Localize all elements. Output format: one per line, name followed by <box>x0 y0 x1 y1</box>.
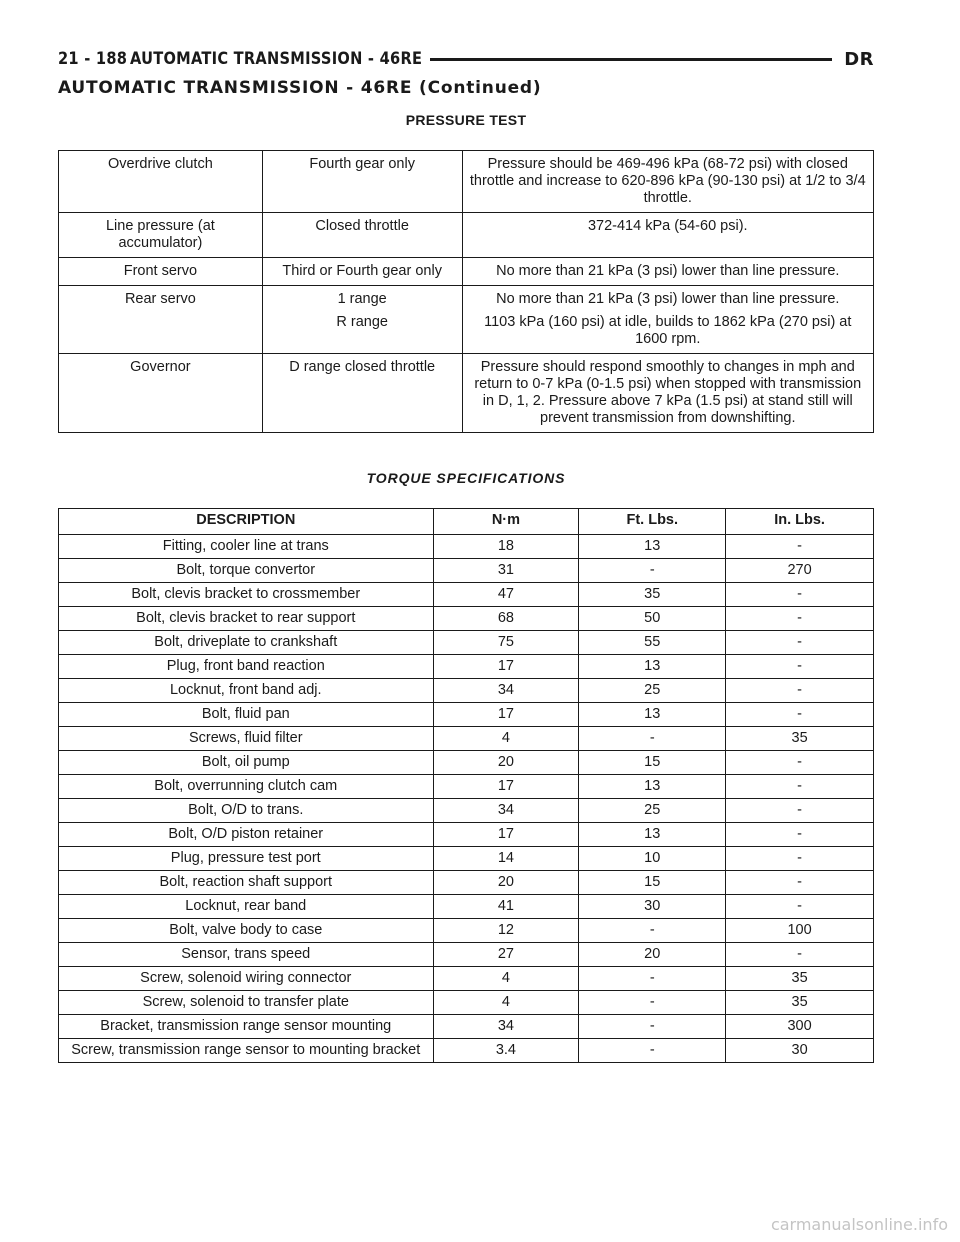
description-cell: Fitting, cooler line at trans <box>59 535 434 559</box>
condition-cell: Fourth gear only <box>262 151 462 213</box>
section-heading: AUTOMATIC TRANSMISSION - 46RE (Continued) <box>58 78 542 98</box>
table-row <box>59 847 874 871</box>
table-header-row <box>59 509 874 535</box>
watermark: carmanualsonline.info <box>770 1215 948 1234</box>
nm-cell: 75 <box>433 631 579 655</box>
description-cell: Bolt, O/D to trans. <box>59 799 434 823</box>
ft-lbs-cell: 50 <box>579 607 726 631</box>
in-lbs-cell: - <box>726 943 874 967</box>
description-cell: Bolt, clevis bracket to crossmember <box>59 583 434 607</box>
table-row <box>59 679 874 703</box>
component-cell: Front servo <box>59 258 263 286</box>
in-lbs-cell: - <box>726 823 874 847</box>
component-cell <box>59 313 263 354</box>
in-lbs-cell: - <box>726 655 874 679</box>
nm-cell: 17 <box>433 655 579 679</box>
nm-cell: 20 <box>433 871 579 895</box>
in-lbs-cell: - <box>726 631 874 655</box>
table-row <box>59 775 874 799</box>
in-lbs-cell: - <box>726 583 874 607</box>
condition-cell: D range closed throttle <box>262 354 462 433</box>
description-cell: Sensor, trans speed <box>59 943 434 967</box>
in-lbs-cell: 300 <box>726 1015 874 1039</box>
table-row <box>59 799 874 823</box>
ft-lbs-cell: - <box>579 1039 726 1063</box>
in-lbs-cell: - <box>726 895 874 919</box>
condition-cell: Third or Fourth gear only <box>262 258 462 286</box>
table-row <box>59 967 874 991</box>
table-row <box>59 655 874 679</box>
in-lbs-cell: - <box>726 703 874 727</box>
condition-cell: R range <box>262 313 462 354</box>
nm-cell: 31 <box>433 559 579 583</box>
nm-cell: 4 <box>433 727 579 751</box>
in-lbs-header: In. Lbs. <box>726 509 874 535</box>
table-row <box>59 313 874 354</box>
in-lbs-cell: 35 <box>726 991 874 1015</box>
table-row <box>59 703 874 727</box>
nm-cell: 4 <box>433 967 579 991</box>
ft-lbs-cell: - <box>579 991 726 1015</box>
description-cell: Screw, solenoid to transfer plate <box>59 991 434 1015</box>
nm-cell: 68 <box>433 607 579 631</box>
nm-cell: 3.4 <box>433 1039 579 1063</box>
ft-lbs-cell: 13 <box>579 535 726 559</box>
torque-specs-table <box>58 508 874 1063</box>
ft-lbs-cell: 15 <box>579 871 726 895</box>
nm-cell: 20 <box>433 751 579 775</box>
ft-lbs-cell: 35 <box>579 583 726 607</box>
ft-lbs-header: Ft. Lbs. <box>579 509 726 535</box>
ft-lbs-cell: 10 <box>579 847 726 871</box>
table-row <box>59 919 874 943</box>
ft-lbs-cell: 13 <box>579 823 726 847</box>
pressure-test-table <box>58 150 874 433</box>
table-row <box>59 991 874 1015</box>
nm-cell: 12 <box>433 919 579 943</box>
description-cell: Bolt, torque convertor <box>59 559 434 583</box>
ft-lbs-cell: 13 <box>579 703 726 727</box>
table-row <box>59 151 874 213</box>
ft-lbs-cell: 15 <box>579 751 726 775</box>
description-cell: Locknut, front band adj. <box>59 679 434 703</box>
description-header: DESCRIPTION <box>59 509 434 535</box>
chapter-title: AUTOMATIC TRANSMISSION - 46RE <box>130 49 423 69</box>
nm-header: N·m <box>433 509 579 535</box>
description-cell: Screw, transmission range sensor to mounting bracket <box>59 1039 434 1063</box>
nm-cell: 34 <box>433 1015 579 1039</box>
condition-cell: 1 range <box>262 286 462 314</box>
description-cell: Bolt, driveplate to crankshaft <box>59 631 434 655</box>
in-lbs-cell: 35 <box>726 727 874 751</box>
page-number: 21 - 188 <box>58 49 128 69</box>
ft-lbs-cell: - <box>579 559 726 583</box>
in-lbs-cell: 30 <box>726 1039 874 1063</box>
nm-cell: 34 <box>433 679 579 703</box>
table-row <box>59 583 874 607</box>
spec-cell: 372-414 kPa (54-60 psi). <box>462 213 873 258</box>
torque-specs-caption: TORQUE SPECIFICATIONS <box>366 470 566 486</box>
nm-cell: 18 <box>433 535 579 559</box>
pressure-test-caption: PRESSURE TEST <box>405 112 527 128</box>
table-row <box>59 943 874 967</box>
table-row <box>59 631 874 655</box>
ft-lbs-cell: 30 <box>579 895 726 919</box>
in-lbs-cell: - <box>726 847 874 871</box>
nm-cell: 41 <box>433 895 579 919</box>
description-cell: Locknut, rear band <box>59 895 434 919</box>
description-cell: Plug, front band reaction <box>59 655 434 679</box>
description-cell: Plug, pressure test port <box>59 847 434 871</box>
spec-cell: No more than 21 kPa (3 psi) lower than line pressure. <box>462 258 873 286</box>
in-lbs-cell: 270 <box>726 559 874 583</box>
table-row <box>59 286 874 314</box>
ft-lbs-cell: - <box>579 967 726 991</box>
nm-cell: 17 <box>433 823 579 847</box>
ft-lbs-cell: 55 <box>579 631 726 655</box>
table-row <box>59 535 874 559</box>
spec-cell: Pressure should respond smoothly to changes in mph and return to 0-7 kPa (0-1.5 psi) when stopped with transmission in D, 1, 2. Pressure above 7 kPa (1.5 psi) at stand still will prevent transmission from downshifting. <box>462 354 873 433</box>
in-lbs-cell: 100 <box>726 919 874 943</box>
in-lbs-cell: - <box>726 679 874 703</box>
ft-lbs-cell: 13 <box>579 775 726 799</box>
in-lbs-cell: - <box>726 607 874 631</box>
model-code: DR <box>844 48 874 70</box>
table-row <box>59 559 874 583</box>
description-cell: Bracket, transmission range sensor mounting <box>59 1015 434 1039</box>
table-row <box>59 258 874 286</box>
ft-lbs-cell: 13 <box>579 655 726 679</box>
spec-cell: 1103 kPa (160 psi) at idle, builds to 1862 kPa (270 psi) at 1600 rpm. <box>462 313 873 354</box>
table-row <box>59 1039 874 1063</box>
nm-cell: 47 <box>433 583 579 607</box>
table-row <box>59 823 874 847</box>
component-cell: Overdrive clutch <box>59 151 263 213</box>
in-lbs-cell: - <box>726 751 874 775</box>
description-cell: Bolt, fluid pan <box>59 703 434 727</box>
description-cell: Bolt, reaction shaft support <box>59 871 434 895</box>
condition-cell: Closed throttle <box>262 213 462 258</box>
ft-lbs-cell: 20 <box>579 943 726 967</box>
description-cell: Bolt, overrunning clutch cam <box>59 775 434 799</box>
ft-lbs-cell: - <box>579 919 726 943</box>
in-lbs-cell: - <box>726 799 874 823</box>
table-row <box>59 727 874 751</box>
description-cell: Bolt, oil pump <box>59 751 434 775</box>
table-row <box>59 895 874 919</box>
table-row <box>59 751 874 775</box>
spec-cell: No more than 21 kPa (3 psi) lower than line pressure. <box>462 286 873 314</box>
nm-cell: 4 <box>433 991 579 1015</box>
spec-cell: Pressure should be 469-496 kPa (68-72 psi) with closed throttle and increase to 620-896 kPa (90-130 psi) at 1/2 to 3/4 throttle. <box>462 151 873 213</box>
ft-lbs-cell: 25 <box>579 679 726 703</box>
description-cell: Bolt, O/D piston retainer <box>59 823 434 847</box>
description-cell: Screw, solenoid wiring connector <box>59 967 434 991</box>
nm-cell: 27 <box>433 943 579 967</box>
table-row <box>59 354 874 433</box>
component-cell: Line pressure (at accumulator) <box>59 213 263 258</box>
table-row <box>59 213 874 258</box>
nm-cell: 34 <box>433 799 579 823</box>
ft-lbs-cell: 25 <box>579 799 726 823</box>
nm-cell: 17 <box>433 703 579 727</box>
component-cell: Governor <box>59 354 263 433</box>
table-row <box>59 1015 874 1039</box>
page-header <box>58 46 874 72</box>
nm-cell: 14 <box>433 847 579 871</box>
in-lbs-cell: - <box>726 871 874 895</box>
component-cell: Rear servo <box>59 286 263 314</box>
ft-lbs-cell: - <box>579 1015 726 1039</box>
description-cell: Bolt, clevis bracket to rear support <box>59 607 434 631</box>
table-row <box>59 871 874 895</box>
in-lbs-cell: - <box>726 775 874 799</box>
in-lbs-cell: - <box>726 535 874 559</box>
description-cell: Screws, fluid filter <box>59 727 434 751</box>
description-cell: Bolt, valve body to case <box>59 919 434 943</box>
ft-lbs-cell: - <box>579 727 726 751</box>
header-rule <box>430 58 832 61</box>
table-row <box>59 607 874 631</box>
nm-cell: 17 <box>433 775 579 799</box>
in-lbs-cell: 35 <box>726 967 874 991</box>
